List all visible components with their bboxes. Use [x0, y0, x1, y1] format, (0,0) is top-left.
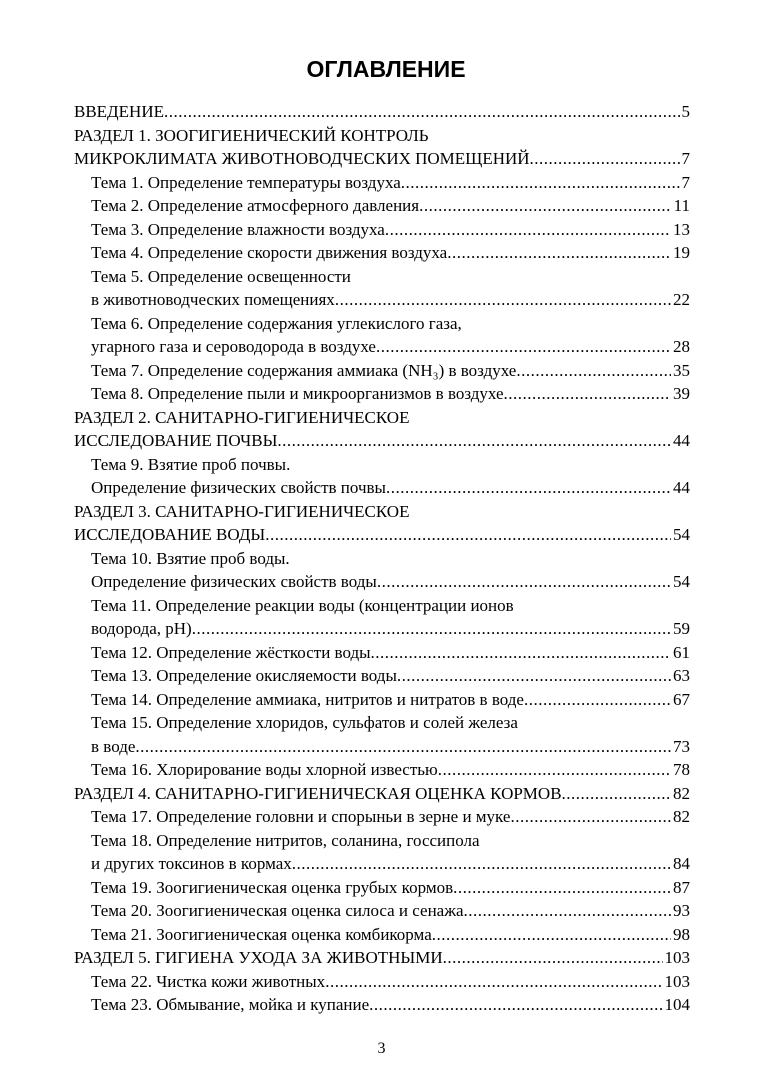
toc-entry[interactable]	[74, 218, 690, 242]
toc-entry-page: 104	[664, 995, 690, 1014]
toc-entry-page: 98	[673, 924, 690, 944]
toc-entry-text: Тема 22. Чистка кожи животных	[91, 971, 326, 991]
toc-entry-text: Тема 14. Определение аммиака, нитритов и нитратов в воде	[91, 689, 524, 709]
toc-entry[interactable]	[74, 194, 690, 218]
toc-entry-text: в воде	[91, 736, 136, 756]
toc-entry-text: РАЗДЕЛ 4. САНИТАРНО-ГИГИЕНИЧЕСКАЯ ОЦЕНКА КОРМОВ	[74, 783, 562, 803]
toc-entry[interactable]	[74, 735, 690, 759]
dot-leader	[164, 100, 680, 124]
toc-entry-text: Тема 5. Определение освещенности	[91, 266, 351, 286]
dot-leader	[510, 805, 671, 829]
dot-leader	[277, 429, 671, 453]
toc-entry-page: 103	[664, 948, 690, 967]
page-number: 3	[377, 1040, 386, 1057]
dot-leader	[419, 194, 672, 218]
toc-entry[interactable]	[74, 312, 690, 336]
toc-entry[interactable]	[74, 829, 690, 853]
toc-entry-text: Тема 23. Обмывание, мойка и купание	[91, 995, 370, 1014]
toc-entry-page: 103	[664, 971, 690, 991]
dot-leader	[325, 970, 662, 994]
dot-leader	[386, 476, 671, 500]
toc-entry[interactable]	[74, 758, 690, 782]
toc-entry[interactable]	[74, 876, 690, 900]
toc-entry[interactable]	[74, 288, 690, 312]
toc-entry-page: 7	[681, 172, 690, 192]
toc-entry-text: Тема 21. Зоогигиеническая оценка комбикорма	[91, 924, 432, 944]
toc-entry-text: Тема 12. Определение жёсткости воды	[91, 642, 371, 662]
dot-leader	[464, 899, 671, 923]
toc-entry-text: ИССЛЕДОВАНИЕ ПОЧВЫ	[74, 431, 278, 450]
toc-page	[74, 52, 690, 1017]
toc-entry-page: 5	[681, 102, 690, 121]
toc-entry-page: 59	[673, 619, 690, 638]
toc-entry[interactable]	[74, 500, 690, 524]
toc-entry[interactable]	[74, 664, 690, 688]
toc-entry-text: Тема 4. Определение скорости движения воздуха	[91, 243, 448, 262]
toc-entry-text: Тема 17. Определение головни и спорыньи в зерне и муке	[91, 807, 511, 826]
toc-entry-page: 93	[673, 901, 690, 920]
toc-entry[interactable]	[74, 782, 690, 806]
toc-entry-page: 67	[673, 689, 690, 709]
toc-entry[interactable]	[74, 805, 690, 829]
toc-entry-text: Тема 19. Зоогигиеническая оценка грубых кормов	[91, 877, 454, 897]
toc-entry[interactable]	[74, 335, 690, 359]
toc-entry[interactable]	[74, 265, 690, 289]
toc-entry-text: Тема 11. Определение реакции воды (концентрации ионов	[91, 595, 514, 615]
toc-entry-page: 87	[673, 877, 690, 897]
toc-entry-page: 39	[673, 384, 690, 403]
dot-leader	[377, 570, 671, 594]
dot-leader	[401, 171, 680, 195]
dot-leader	[530, 147, 680, 171]
toc-entry[interactable]	[74, 382, 690, 406]
toc-entry[interactable]	[74, 241, 690, 265]
toc-entry-text: Тема 2. Определение атмосферного давления	[91, 196, 420, 215]
toc-entry[interactable]	[74, 852, 690, 876]
dot-leader	[376, 335, 671, 359]
dot-leader	[453, 876, 671, 900]
dot-leader	[369, 993, 662, 1017]
toc-entry[interactable]	[74, 711, 690, 735]
toc-entry[interactable]	[74, 406, 690, 430]
toc-entry[interactable]	[74, 476, 690, 500]
toc-entry-text: Тема 15. Определение хлоридов, сульфатов и солей железа	[91, 713, 518, 732]
toc-entry-text: и других токсинов в кормах	[91, 854, 292, 873]
toc-entry-page: 63	[673, 666, 690, 685]
toc-entry-text: Тема 10. Взятие проб воды.	[91, 548, 290, 568]
toc-entry-page: 73	[673, 736, 690, 756]
toc-entry-page: 54	[673, 572, 690, 591]
toc-entry-text: РАЗДЕЛ 1. ЗООГИГИЕНИЧЕСКИЙ КОНТРОЛЬ	[74, 125, 429, 145]
toc-entry-page: 61	[673, 642, 690, 662]
toc-entry[interactable]	[74, 970, 690, 994]
dot-leader	[524, 688, 671, 712]
toc-entry-text: РАЗДЕЛ 3. САНИТАРНО-ГИГИЕНИЧЕСКОЕ	[74, 501, 410, 521]
toc-entry-text: Тема 8. Определение пыли и микроорганизмов в воздухе	[91, 384, 504, 403]
dot-leader	[432, 923, 671, 947]
toc-entry-text: Тема 20. Зоогигиеническая оценка силоса и сенажа	[91, 901, 464, 920]
dot-leader	[438, 758, 671, 782]
dot-leader	[371, 641, 671, 665]
toc-entry[interactable]	[74, 570, 690, 594]
toc-entry-page: 54	[673, 525, 690, 544]
toc-entry-text: ИССЛЕДОВАНИЕ ВОДЫ	[74, 525, 266, 544]
toc-entry[interactable]	[74, 523, 690, 547]
toc-entry[interactable]	[74, 147, 690, 171]
toc-entry-text: РАЗДЕЛ 2. САНИТАРНО-ГИГИЕНИЧЕСКОЕ	[74, 407, 410, 427]
toc-entry-text: Тема 16. Хлорирование воды хлорной известью	[91, 760, 438, 779]
toc-entry-text: водорода, pH)	[91, 619, 192, 638]
toc-entry[interactable]	[74, 946, 690, 970]
dot-leader	[397, 664, 671, 688]
toc-entry-text: Тема 1. Определение температуры воздуха	[91, 172, 401, 192]
dot-leader	[265, 523, 671, 547]
toc-entry[interactable]	[74, 124, 690, 148]
toc-entry-page: 78	[673, 760, 690, 779]
toc-entry-text: Тема 3. Определение влажности воздуха	[91, 219, 385, 239]
toc-entry[interactable]	[74, 993, 690, 1017]
dot-leader	[447, 241, 671, 265]
dot-leader	[516, 359, 671, 383]
toc-entry[interactable]	[74, 594, 690, 618]
toc-entry-page: 82	[673, 807, 690, 826]
toc-entry-page: 82	[673, 783, 690, 803]
toc-entry-page: 22	[673, 290, 690, 309]
toc-entry-text: в животноводческих помещениях	[91, 290, 335, 309]
dot-leader	[562, 782, 671, 806]
table-of-contents	[74, 100, 690, 1017]
dot-leader	[292, 852, 671, 876]
toc-entry-text: Тема 6. Определение содержания углекислого газа,	[91, 313, 462, 333]
toc-entry[interactable]	[74, 359, 690, 383]
toc-entry-text: Тема 9. Взятие проб почвы.	[91, 454, 291, 474]
toc-entry-page: 13	[673, 219, 690, 239]
dot-leader	[335, 288, 671, 312]
dot-leader	[192, 617, 671, 641]
toc-entry-page: 28	[673, 337, 690, 356]
toc-entry-page: 84	[673, 854, 690, 873]
toc-entry-text: Тема 7. Определение содержания аммиака (NH₃) в воздухе	[91, 360, 517, 380]
toc-entry[interactable]	[74, 617, 690, 641]
toc-entry[interactable]	[74, 899, 690, 923]
toc-entry[interactable]	[74, 641, 690, 665]
toc-entry-text: угарного газа и сероводорода в воздухе	[91, 337, 376, 356]
dot-leader	[504, 382, 671, 406]
toc-entry-text: МИКРОКЛИМАТА ЖИВОТНОВОДЧЕСКИХ ПОМЕЩЕНИЙ	[74, 149, 530, 168]
toc-entry-text: РАЗДЕЛ 5. ГИГИЕНА УХОДА ЗА ЖИВОТНЫМИ	[74, 948, 443, 967]
toc-entry-page: 19	[673, 243, 690, 262]
toc-entry[interactable]	[74, 923, 690, 947]
toc-entry-page: 35	[673, 360, 690, 380]
toc-entry-page: 44	[673, 478, 690, 497]
toc-entry-page: 11	[673, 196, 690, 215]
dot-leader	[135, 735, 671, 759]
page-title: ОГЛАВЛЕНИЕ	[306, 56, 466, 82]
toc-entry-text: Определение физических свойств воды	[91, 572, 377, 591]
toc-entry-text: Тема 18. Определение нитритов, соланина, госсипола	[91, 830, 480, 850]
toc-entry-text: ВВЕДЕНИЕ	[74, 102, 164, 121]
toc-entry[interactable]	[74, 547, 690, 571]
toc-entry[interactable]	[74, 171, 690, 195]
toc-entry-text: Определение физических свойств почвы	[91, 478, 386, 497]
toc-entry-text: Тема 13. Определение окисляемости воды	[91, 666, 397, 685]
dot-leader	[385, 218, 671, 242]
toc-entry[interactable]	[74, 453, 690, 477]
toc-entry[interactable]	[74, 429, 690, 453]
toc-entry[interactable]	[74, 100, 690, 124]
toc-entry[interactable]	[74, 688, 690, 712]
toc-entry-page: 44	[673, 431, 690, 450]
toc-entry-page: 7	[681, 149, 690, 168]
dot-leader	[443, 946, 663, 970]
